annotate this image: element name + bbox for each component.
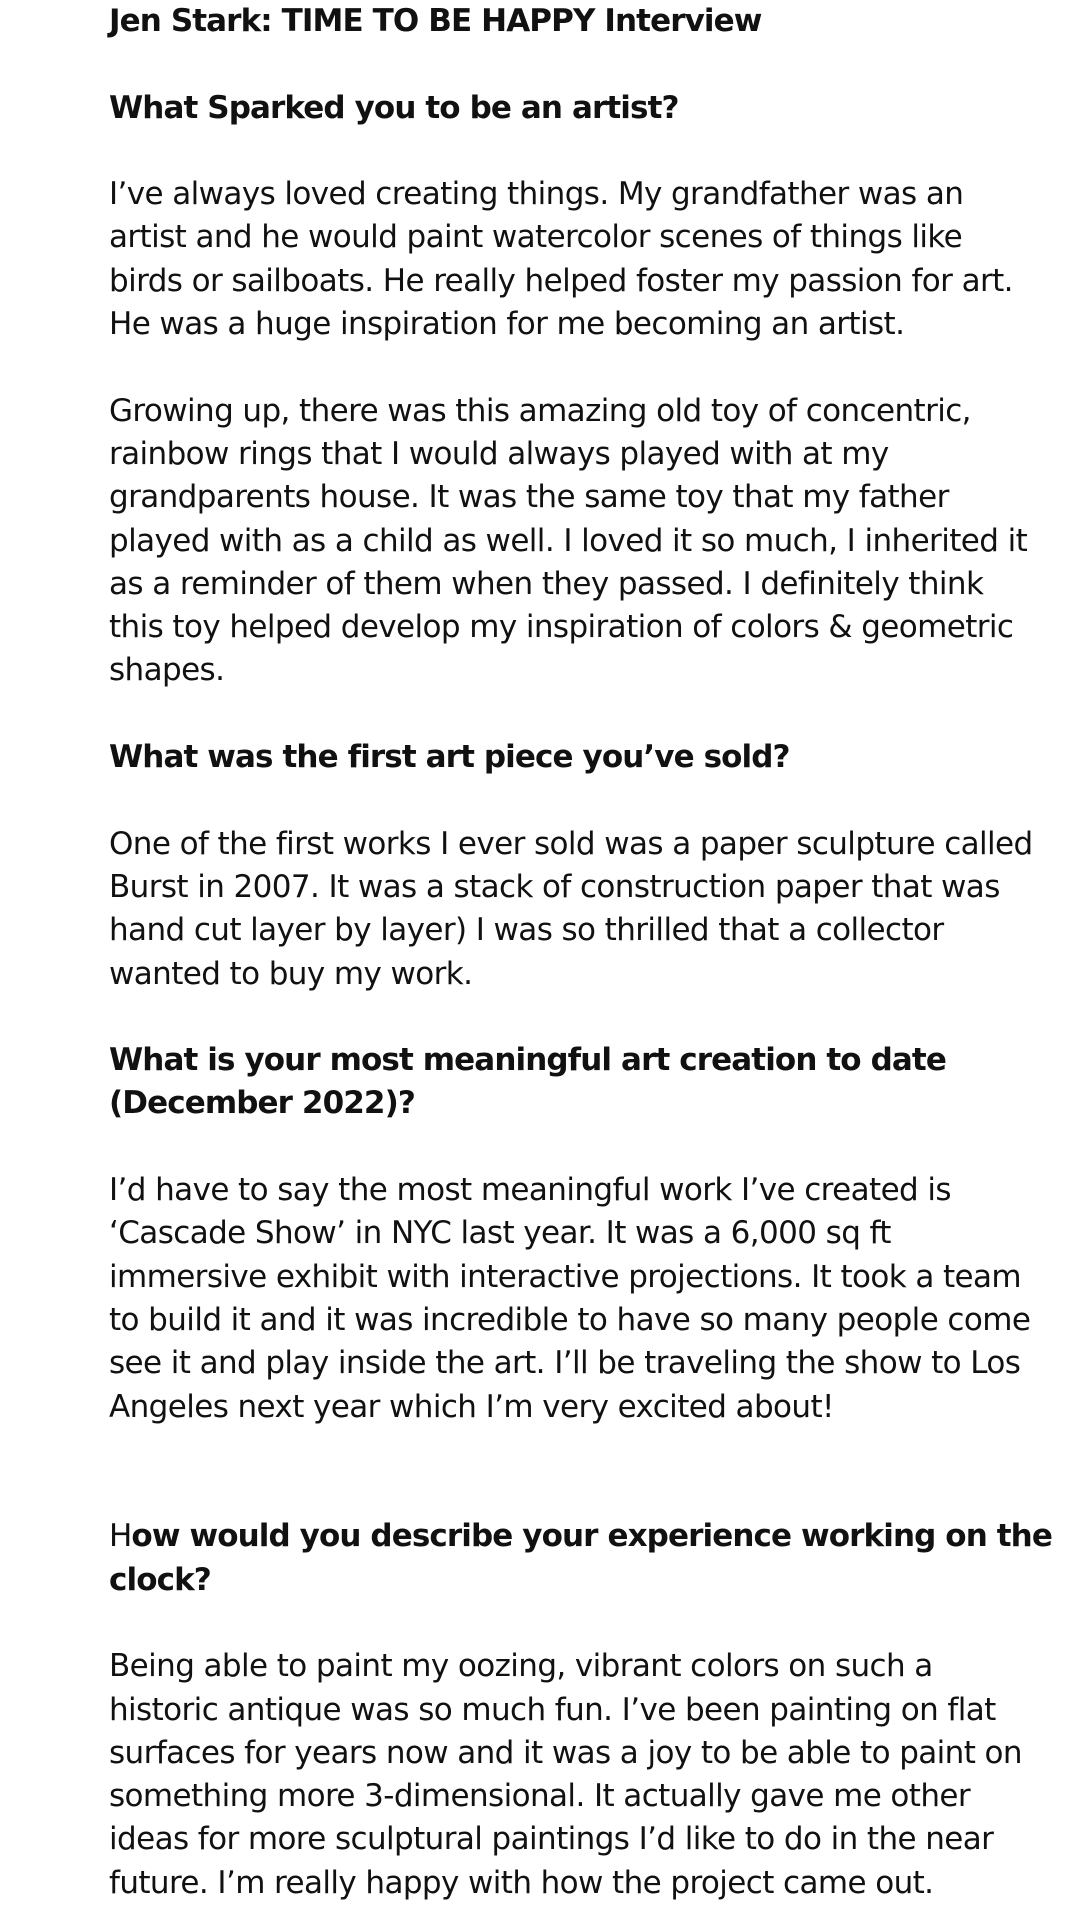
answer-line: birds or sailboats. He really helped foster my passion for art. [109,262,1013,299]
question-4 [109,1515,1052,1602]
answer-line: grandparents house. It was the same toy that my father [109,479,949,516]
answer-line: ‘Cascade Show’ in NYC last year. It was a 6,000 sq ft [109,1215,891,1252]
answer-line: Angeles next year which I’m very excited about! [109,1388,834,1425]
answer-line: I’d have to say the most meaningful work I’ve created is [109,1172,951,1209]
answer-line: hand cut layer by layer) I was so thrilled that a collector [109,912,944,949]
answer-line: this toy helped develop my inspiration of colors & geometric [109,609,1014,646]
question-1 [109,87,1049,130]
answer-line: One of the first works I ever sold was a paper sculpture called [109,825,1033,862]
question-line: What Sparked you to be an artist? [109,89,679,126]
answer-line: I’ve always loved creating things. My grandfather was an [109,176,964,213]
answer-line: played with as a child as well. I loved it so much, I inherited it [109,522,1028,559]
interview-document [109,0,1052,1905]
answer-3-paragraph-1 [109,1169,1049,1429]
answer-line: to build it and it was incredible to have so many people come [109,1301,1031,1338]
answer-2-paragraph-1 [109,823,1049,996]
answer-line: wanted to buy my work. [109,955,473,992]
answer-line: ideas for more sculptural paintings I’d like to do in the near [109,1821,994,1858]
answer-line: as a reminder of them when they passed. I definitely think [109,565,984,602]
answer-4-paragraph-1 [109,1645,1049,1905]
answer-line: something more 3-dimensional. It actually gave me other [109,1778,971,1815]
answer-line: Being able to paint my oozing, vibrant colors on such a [109,1648,933,1685]
question-line: What is your most meaningful art creation to date [109,1042,946,1079]
answer-line: shapes. [109,652,225,689]
answer-line: historic antique was so much fun. I’ve been painting on flat [109,1691,996,1728]
answer-line: artist and he would paint watercolor scenes of things like [109,219,963,256]
title-line: Jen Stark: TIME TO BE HAPPY Interview [109,3,762,39]
question-3 [109,1039,1049,1126]
question-line: (December 2022)? [109,1085,415,1122]
answer-line: surfaces for years now and it was a joy to be able to paint on [109,1734,1022,1771]
question-2 [109,736,1049,779]
answer-line: future. I’m really happy with how the project came out. [109,1864,934,1901]
question-line: clock? [109,1561,211,1598]
question-lead-letter: H [109,1518,132,1555]
answer-line: immersive exhibit with interactive projections. It took a team [109,1258,1022,1295]
answer-1-paragraph-1 [109,173,1049,346]
answer-line: Burst in 2007. It was a stack of construction paper that was [109,868,1000,905]
answer-line: see it and play inside the art. I’ll be traveling the show to Los [109,1345,1021,1382]
answer-line: Growing up, there was this amazing old toy of concentric, [109,392,971,429]
answer-1-paragraph-2 [109,390,1049,693]
document-title [109,0,1049,43]
question-rest: ow would you describe your experience working on the [131,1518,1052,1555]
answer-line: He was a huge inspiration for me becoming an artist. [109,306,905,343]
question-line: What was the first art piece you’ve sold? [109,739,790,776]
answer-line: rainbow rings that I would always played with at my [109,435,889,472]
question-line [109,1515,1052,1558]
